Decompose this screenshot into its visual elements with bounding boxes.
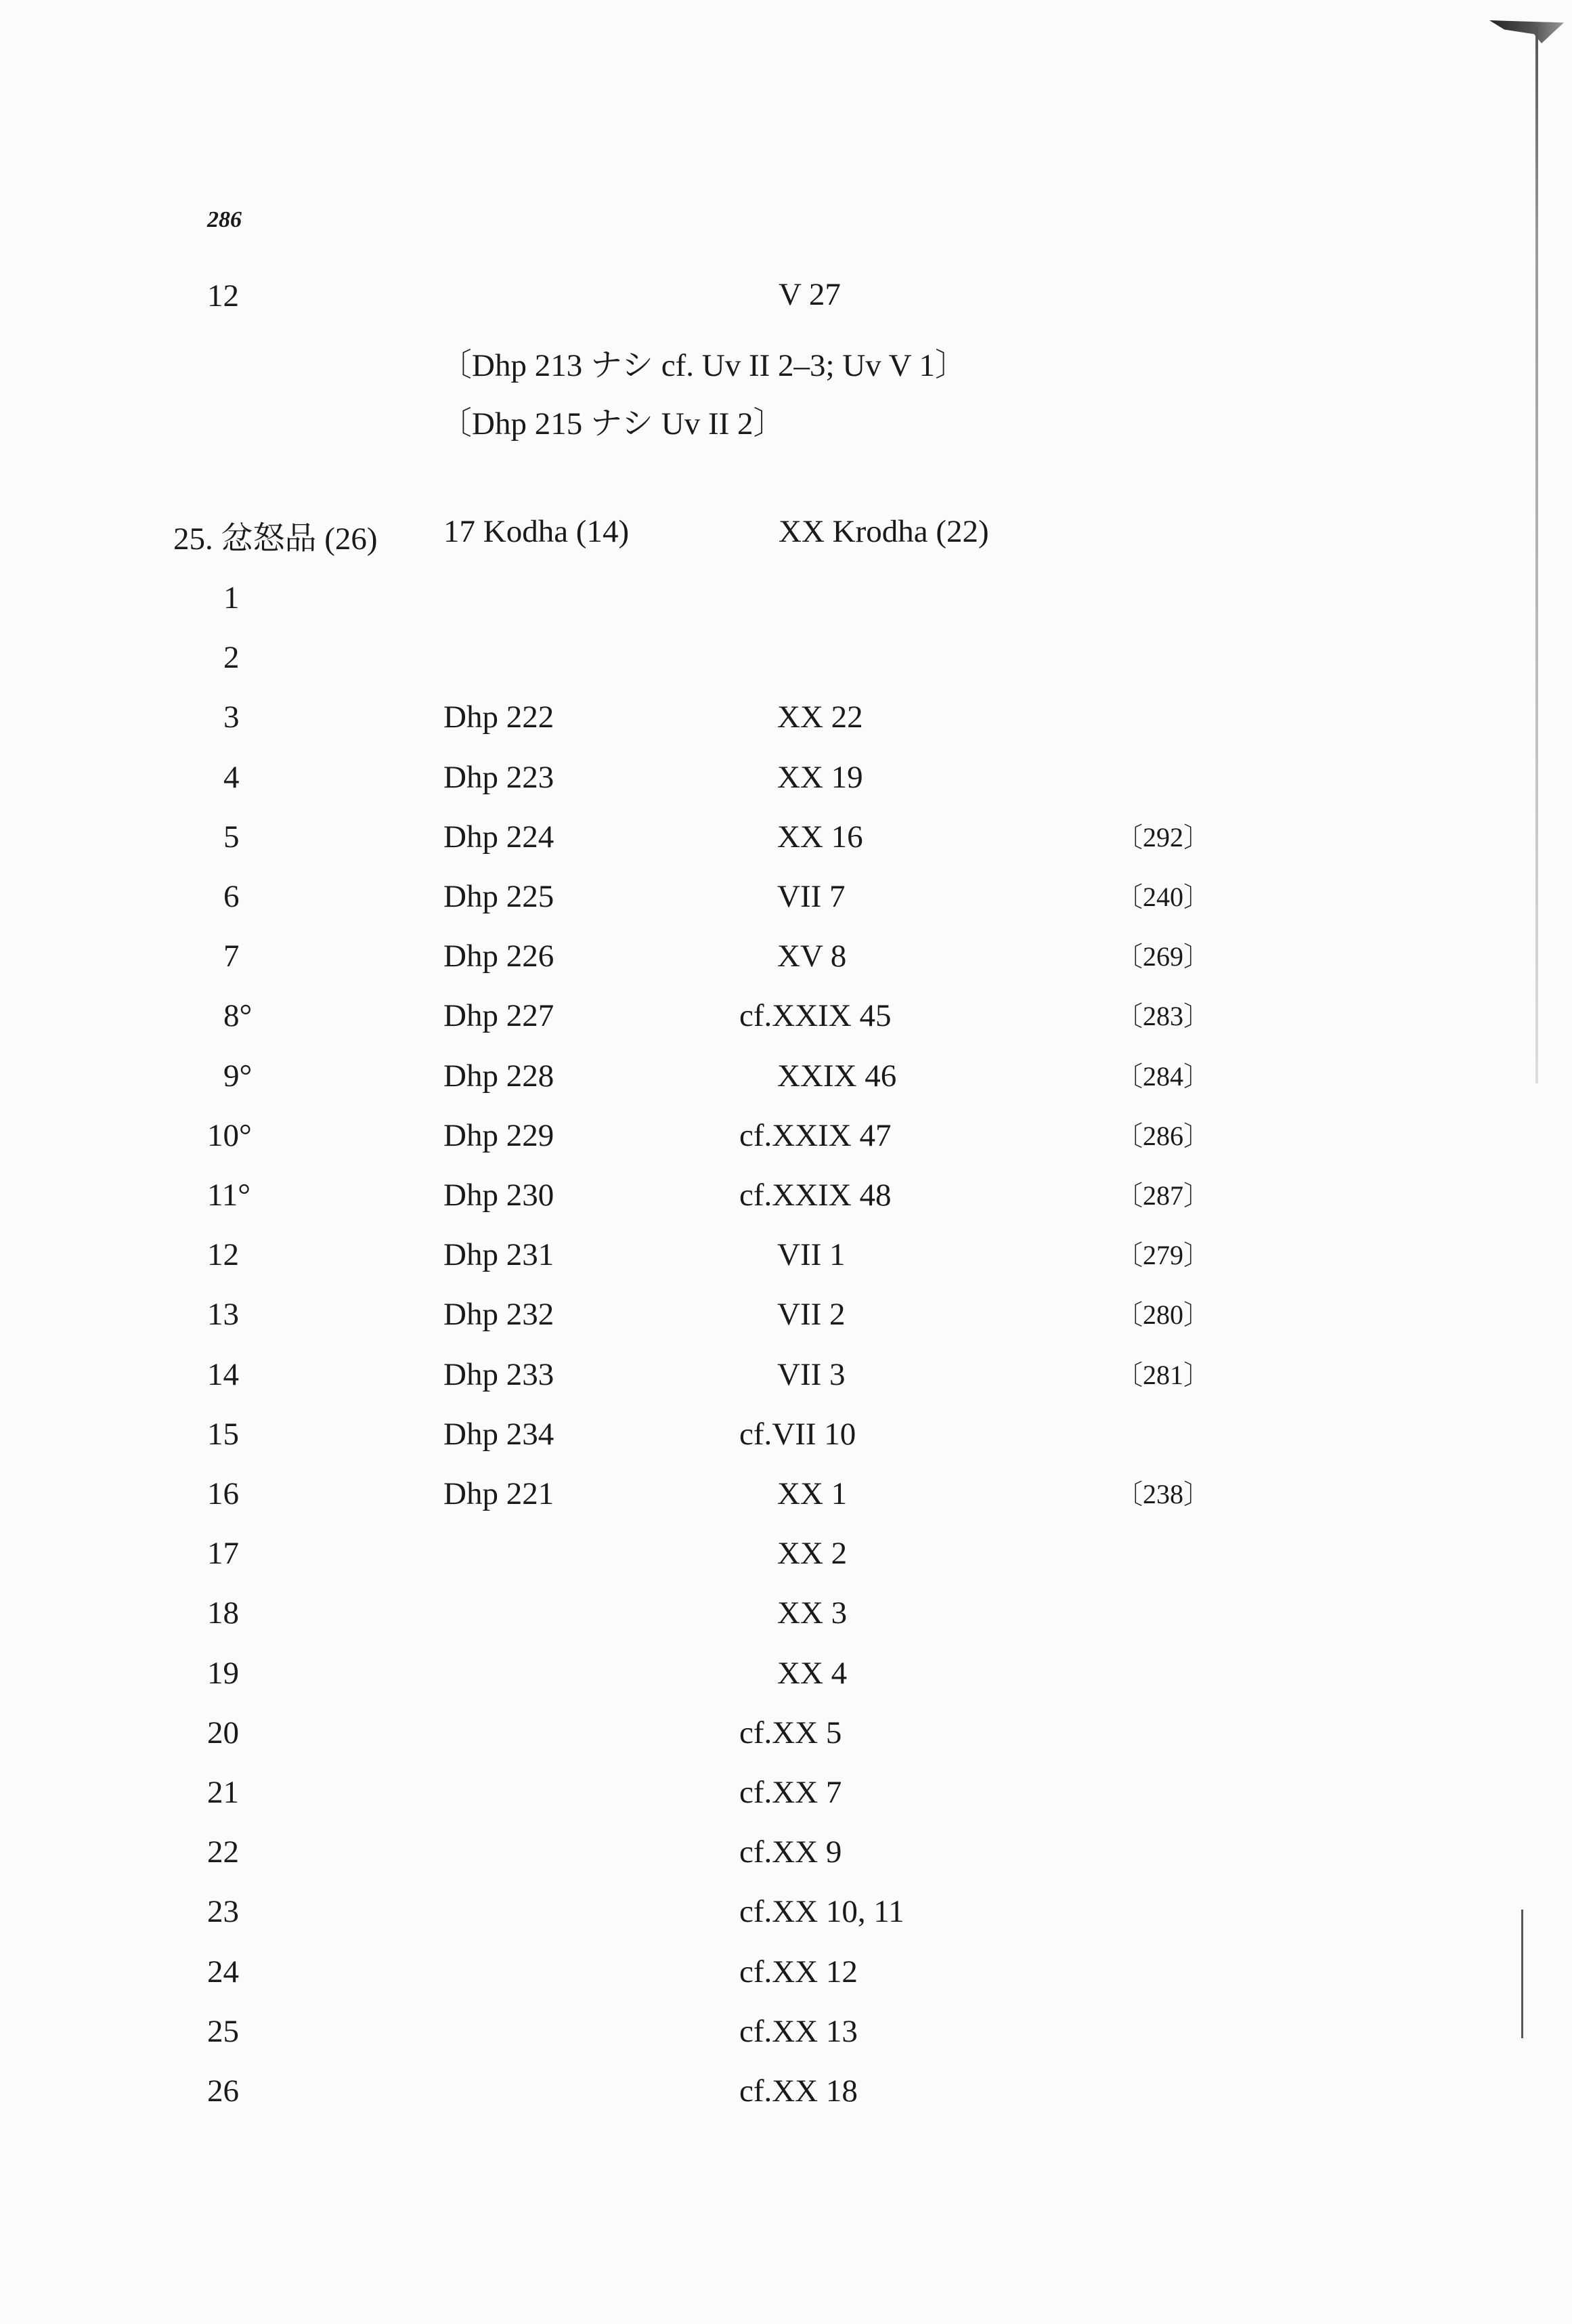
section-heading-title: 25. 忿怒品 (26)	[173, 521, 378, 557]
row-number: 5	[223, 819, 240, 855]
section-heading-sanskrit: XX Krodha (22)	[779, 514, 989, 549]
row-dhp-ref: Dhp 227	[443, 998, 554, 1033]
row-dhp-ref: Dhp 229	[443, 1118, 554, 1153]
row-uv-ref: cf.XXIX 48	[739, 1178, 892, 1213]
row-dhp-ref: Dhp 221	[443, 1476, 554, 1511]
row-page-ref: 〔284〕	[1116, 1061, 1210, 1092]
scan-edge-line-lower	[1521, 1910, 1523, 2038]
row-uv-ref: cf.VII 10	[739, 1417, 856, 1452]
row-number: 7	[223, 939, 240, 974]
row-page-ref: 〔281〕	[1116, 1360, 1210, 1390]
row-page-ref: 〔238〕	[1116, 1479, 1210, 1509]
row-number: 4	[223, 760, 240, 795]
row-uv-ref: VII 1	[777, 1237, 846, 1272]
row-uv-ref: XV 8	[777, 939, 847, 974]
row-uv-ref: XX 1	[777, 1476, 848, 1511]
row-dhp-ref: Dhp 234	[443, 1417, 554, 1452]
row-uv-ref: XX 4	[777, 1656, 848, 1691]
row-number: 18	[207, 1595, 239, 1631]
row-dhp-ref: Dhp 226	[443, 939, 554, 974]
top-row-number: 12	[207, 278, 239, 314]
row-uv-ref: cf.XX 12	[739, 1954, 858, 1989]
row-uv-ref: cf.XX 9	[739, 1834, 842, 1870]
row-uv-ref: XX 3	[777, 1595, 848, 1631]
row-dhp-ref: Dhp 222	[443, 700, 554, 735]
row-dhp-ref: Dhp 232	[443, 1297, 554, 1332]
row-uv-ref: XX 16	[777, 819, 863, 855]
row-number: 1	[223, 580, 240, 616]
row-dhp-ref: Dhp 231	[443, 1237, 554, 1272]
row-page-ref: 〔269〕	[1116, 941, 1210, 972]
row-page-ref: 〔279〕	[1116, 1240, 1210, 1270]
top-row-uv-ref: V 27	[779, 277, 841, 312]
row-uv-ref: cf.XXIX 45	[739, 998, 892, 1033]
row-number: 16	[207, 1476, 239, 1511]
row-number: 15	[207, 1417, 239, 1452]
row-dhp-ref: Dhp 225	[443, 879, 554, 914]
row-uv-ref: cf.XX 5	[739, 1715, 842, 1750]
row-number: 26	[207, 2073, 239, 2109]
row-uv-ref: cf.XX 10, 11	[739, 1894, 904, 1929]
row-page-ref: 〔286〕	[1116, 1121, 1210, 1151]
row-uv-ref: cf.XXIX 47	[739, 1118, 892, 1153]
row-uv-ref: XX 2	[777, 1536, 848, 1571]
row-number: 8°	[223, 998, 253, 1033]
row-dhp-ref: Dhp 224	[443, 819, 554, 855]
row-number: 25	[207, 2014, 239, 2049]
row-uv-ref: VII 2	[777, 1297, 846, 1332]
row-page-ref: 〔283〕	[1116, 1001, 1210, 1031]
row-number: 17	[207, 1536, 239, 1571]
row-dhp-ref: Dhp 233	[443, 1357, 554, 1392]
row-page-ref: 〔287〕	[1116, 1180, 1210, 1211]
row-dhp-ref: Dhp 228	[443, 1058, 554, 1094]
scan-edge-mark	[1489, 20, 1564, 43]
row-page-ref: 〔280〕	[1116, 1299, 1210, 1330]
row-uv-ref: VII 7	[777, 879, 846, 914]
row-dhp-ref: Dhp 223	[443, 760, 554, 795]
row-dhp-ref: Dhp 230	[443, 1178, 554, 1213]
row-uv-ref: XX 19	[777, 760, 863, 795]
row-page-ref: 〔240〕	[1116, 882, 1210, 912]
row-number: 23	[207, 1894, 239, 1929]
scan-edge-line	[1535, 27, 1538, 1083]
row-number: 19	[207, 1656, 239, 1691]
row-number: 10°	[207, 1118, 252, 1153]
row-number: 24	[207, 1954, 239, 1989]
note-line-2: 〔Dhp 215 ナシ Uv II 2〕	[440, 406, 785, 442]
row-uv-ref: XXIX 46	[777, 1058, 897, 1094]
page-number: 286	[207, 207, 242, 232]
row-number: 14	[207, 1357, 239, 1392]
row-uv-ref: XX 22	[777, 700, 863, 735]
row-page-ref: 〔292〕	[1116, 822, 1210, 853]
row-uv-ref: cf.XX 18	[739, 2073, 858, 2109]
row-number: 2	[223, 640, 240, 675]
row-number: 11°	[207, 1178, 251, 1213]
row-number: 22	[207, 1834, 239, 1870]
note-line-1: 〔Dhp 213 ナシ cf. Uv II 2–3; Uv V 1〕	[440, 348, 967, 383]
row-number: 6	[223, 879, 240, 914]
row-uv-ref: cf.XX 13	[739, 2014, 858, 2049]
row-number: 21	[207, 1775, 239, 1810]
row-number: 9°	[223, 1058, 253, 1094]
row-number: 3	[223, 700, 240, 735]
row-uv-ref: VII 3	[777, 1357, 846, 1392]
row-uv-ref: cf.XX 7	[739, 1775, 842, 1810]
section-heading-pali: 17 Kodha (14)	[443, 514, 630, 549]
row-number: 13	[207, 1297, 239, 1332]
row-number: 12	[207, 1237, 239, 1272]
row-number: 20	[207, 1715, 239, 1750]
